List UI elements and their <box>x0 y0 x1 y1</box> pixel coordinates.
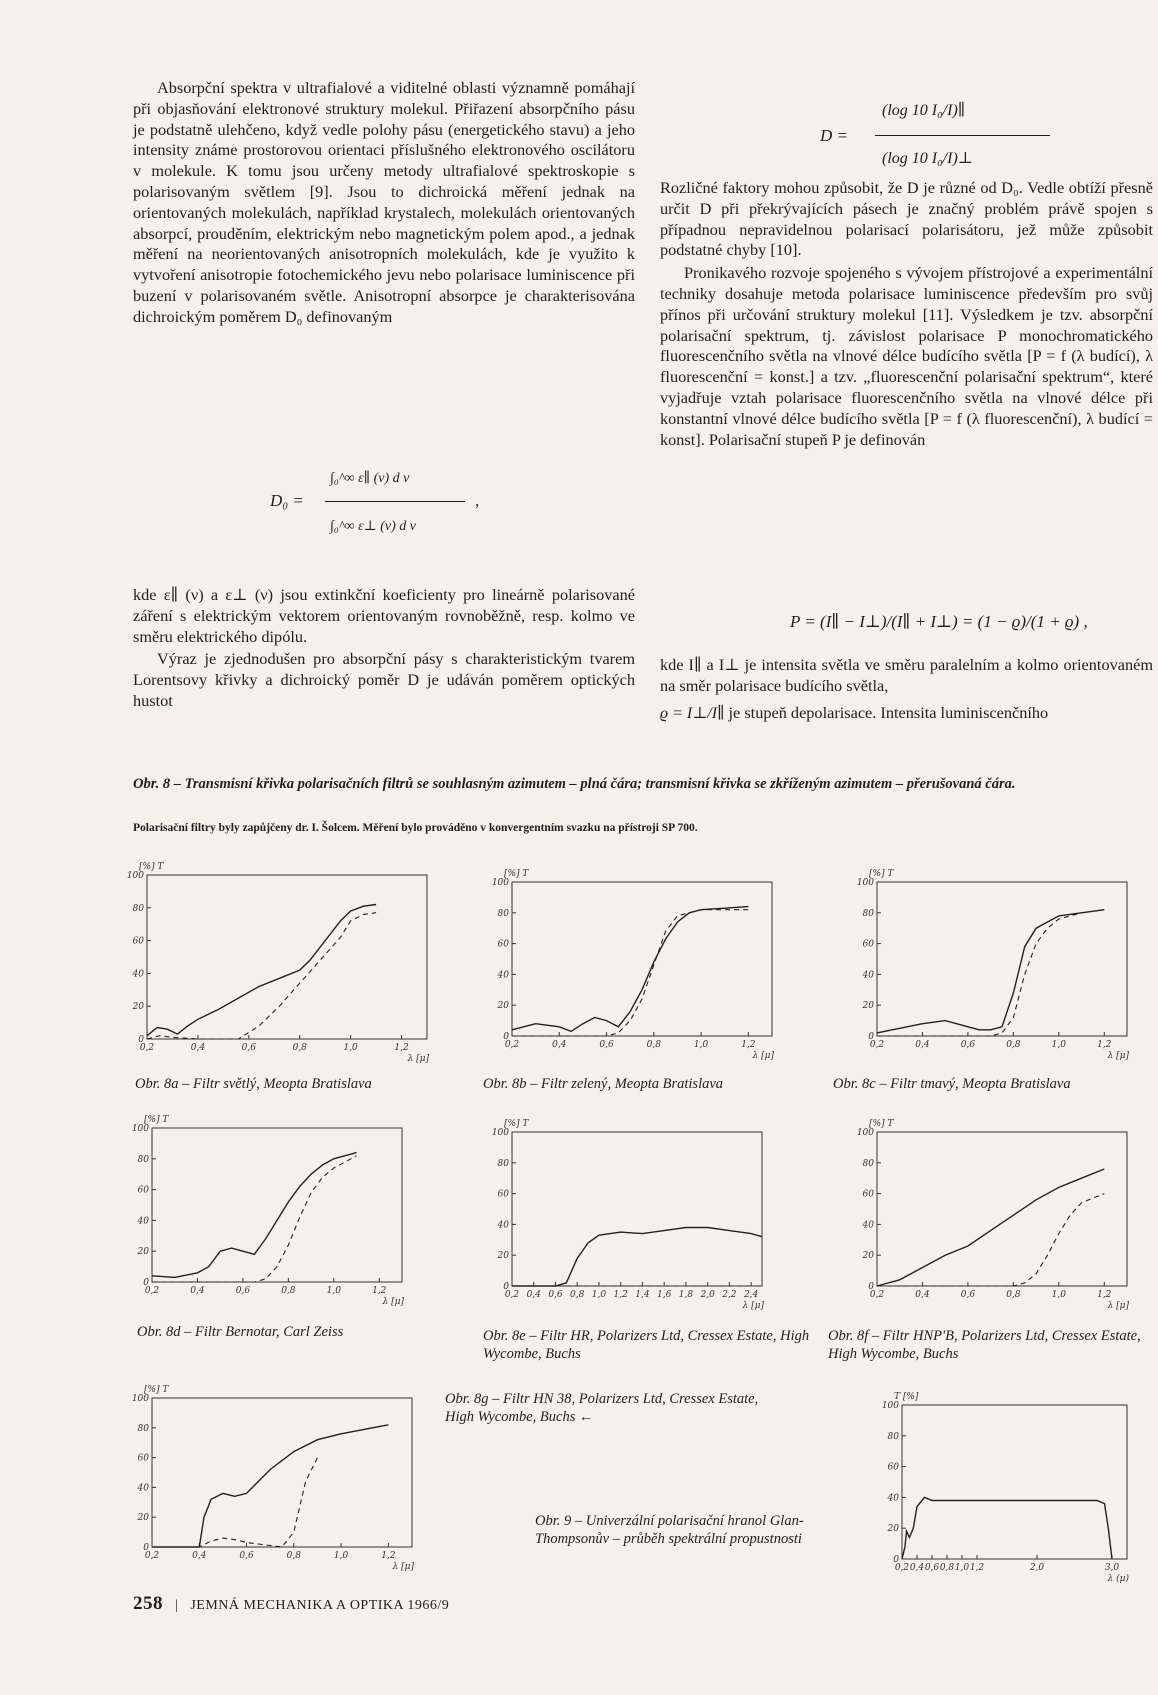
x-tick-label: 1,0 <box>1051 1290 1066 1300</box>
formula-D0-numerator: ∫₀^∞ ε∥ (ν) d ν <box>330 471 410 486</box>
series-line-dashed <box>152 1458 318 1547</box>
right-paragraph-2: Pronikavého rozvoje spojeného s vývojem přístrojové a experimentální techniky dosahuje metoda polarisace luminiscence především pro svůj přínos při určování struktury molekul [11]. Výsledkem je tzv. absorpční polarisační spektrum, tj. závislost polarisace P monochromatického fluorescenčního světla na vlnové délce budícího světla [P = f (λ budící), λ fluorescenční = konst.] a tzv. „fluorescenční polarisační spektrum“, které vyjadřuje vztah polarisace fluorescenčního světla na vlnové délce při konstantní vlnové délce budícího světla [P = f (λ fluorescenční), λ budící = konst]. Polarisační stupeň P je definován <box>660 263 1153 449</box>
x-tick-label: 1,2 <box>1097 1040 1112 1050</box>
x-tick-label: 2,0 <box>1029 1563 1045 1573</box>
formula-D0-denominator: ∫₀^∞ ε⊥ (ν) d ν <box>330 519 417 534</box>
chart-8f <box>855 1112 1155 1312</box>
x-tick-label: 0,2 <box>869 1040 885 1050</box>
x-tick-label: 1,0 <box>1051 1040 1066 1050</box>
left-paragraph-3: Výraz je zjednodušen pro absorpční pásy s charakteristickým tvarem Lorentsovy křivky a dichroický poměr D je udáván poměrem optických hustot <box>133 649 635 710</box>
y-tick-label: 20 <box>132 1002 144 1013</box>
x-tick-label: 0,4 <box>526 1290 541 1300</box>
y-tick-label: 60 <box>862 939 874 950</box>
x-axis-label: λ [μ] <box>392 1562 414 1572</box>
y-tick-label: 60 <box>137 1453 149 1464</box>
caption-8g <box>445 1390 775 1426</box>
y-tick-label: 100 <box>856 1128 874 1138</box>
left-column <box>133 78 635 328</box>
x-tick-label: 0,2 <box>504 1040 520 1050</box>
series-line-dashed <box>147 913 376 1039</box>
y-tick-label: 100 <box>491 878 509 888</box>
caption-8e: Obr. 8e – Filtr HR, Polarizers Ltd, Cressex Estate, High Wycombe, Buchs <box>483 1328 810 1362</box>
x-tick-label: 0,2 <box>144 1286 160 1296</box>
y-tick-label: 100 <box>131 1124 149 1134</box>
series-line-dashed <box>152 1156 357 1282</box>
left-paragraph-1: Absorpční spektra v ultrafialové a viditelné oblasti významně pomáhají při objasňování elektronové struktury molekul. Přiřazení absorpčního pásu je podstatně ulehčeno, když vedle polohy pásu (energetického stavu) a jeho intensity známe prostorovou orientaci příslušného elektronového oscilátoru v molekule. K tomu jsou určeny metody ultrafialové spektroskopie s polarisovaným světlem [9]. Jsou to dichroická měření jednak na orientovaných molekulách, například krystalech, molekulách orientovaných absorpcí, prouděním, elektrickým nebo magnetickým polem apod., a jednak měření na neorientovaných anisotropních molekulách, kde je využito k vytvoření anisotropie fotochemického jevu nebo polarisace luminiscence při buzení v polarisovaném světle. Anisotropní absorpce je charakterisována dichroickým poměrem D₀ definovaným <box>133 78 635 326</box>
x-tick-label: 0,2 <box>144 1551 160 1561</box>
x-tick-label: 0,4 <box>915 1040 930 1050</box>
formula-D <box>820 90 1080 180</box>
series-line-dashed <box>877 1194 1104 1286</box>
chart-frame <box>147 875 427 1039</box>
x-tick-label: 1,2 <box>372 1286 387 1296</box>
chart-8d <box>130 1108 430 1308</box>
right-column-lower <box>660 655 1153 724</box>
right-paragraph-3: kde I∥ a I⊥ je intensita světla ve směru paralelním a kolmo orientovaném na směr polarisace budícího světla, <box>660 655 1153 695</box>
x-tick-label: 1,6 <box>657 1290 672 1300</box>
chart-8c <box>855 862 1155 1062</box>
y-tick-label: 80 <box>137 1154 149 1165</box>
y-axis-label: [%] T <box>869 869 894 879</box>
footer-divider: | <box>175 1598 179 1613</box>
chart-9 <box>880 1385 1155 1585</box>
formula-P-text: P = (I∥ − I⊥)/(I∥ + I⊥) = (1 − ϱ)/(1 + ϱ) , <box>790 612 1088 631</box>
x-tick-label: 0,8 <box>646 1040 661 1050</box>
x-tick-label: 1,0 <box>954 1563 970 1573</box>
x-axis-label: λ [μ] <box>1107 1301 1129 1311</box>
x-tick-label: 1,2 <box>381 1551 396 1561</box>
y-tick-label: 60 <box>862 1189 874 1200</box>
x-tick-label: 0,2 <box>504 1290 520 1300</box>
x-tick-label: 0,4 <box>190 1043 206 1053</box>
y-tick-label: 40 <box>887 1493 899 1504</box>
x-axis-label: λ [μ] <box>752 1051 774 1061</box>
y-tick-label: 20 <box>862 1001 874 1012</box>
formula-D-lhs: D = <box>820 126 848 145</box>
x-tick-label: 3,0 <box>1104 1563 1120 1573</box>
series-line-dashed <box>512 910 748 1036</box>
x-tick-label: 0,4 <box>552 1040 567 1050</box>
formula-D0-comma: , <box>475 491 480 510</box>
y-tick-label: 40 <box>862 1220 874 1231</box>
y-axis-label: T [%] <box>894 1392 919 1402</box>
formula-D0-bar <box>325 501 465 502</box>
y-tick-label: 80 <box>497 908 509 919</box>
caption-8f: Obr. 8f – Filtr HNP'B, Polarizers Ltd, Cressex Estate, High Wycombe, Buchs <box>828 1328 1141 1362</box>
x-tick-label: 0,4 <box>909 1563 925 1573</box>
page-footer <box>133 1593 449 1615</box>
x-tick-label: 0,6 <box>599 1040 614 1050</box>
y-tick-label: 60 <box>497 939 509 950</box>
x-tick-label: 0,8 <box>292 1043 307 1053</box>
y-tick-label: 80 <box>862 908 874 919</box>
x-tick-label: 1,0 <box>333 1551 349 1561</box>
x-axis-label: λ [μ] <box>742 1301 764 1311</box>
page-number: 258 <box>133 1593 163 1614</box>
y-tick-label: 20 <box>862 1251 874 1262</box>
x-tick-label: 0,6 <box>235 1286 251 1296</box>
formula-D-numerator: (log 10 I₀/I)∥ <box>882 102 966 119</box>
x-tick-label: 1,0 <box>693 1040 709 1050</box>
series-line-dashed <box>877 910 1104 1036</box>
x-tick-label: 1,4 <box>635 1290 650 1300</box>
caption-8a: Obr. 8a – Filtr světlý, Meopta Bratislava <box>135 1076 372 1092</box>
y-tick-label: 40 <box>497 970 509 981</box>
x-tick-label: 0,6 <box>548 1290 563 1300</box>
caption-8c: Obr. 8c – Filtr tmavý, Meopta Bratislava <box>833 1076 1071 1092</box>
caption-8g-text: Obr. 8g – Filtr HN 38, Polarizers Ltd, Cressex Estate, High Wycombe, Buchs <box>445 1391 759 1425</box>
x-tick-label: 2,0 <box>700 1290 715 1300</box>
x-tick-label: 0,8 <box>939 1563 955 1573</box>
x-tick-label: 0,8 <box>570 1290 585 1300</box>
y-tick-label: 40 <box>497 1220 509 1231</box>
y-tick-label: 0 <box>143 1543 149 1553</box>
y-axis-label: [%] T <box>139 862 164 872</box>
left-paragraph-2: kde ε∥ (ν) a ε⊥ (ν) jsou extinkční koeficienty pro lineárně polarisované záření s elektrickým vektorem orientovaným rovnoběžně, resp. kolmo ve směru elektrického dipólu. <box>133 585 635 646</box>
x-tick-label: 1,0 <box>326 1286 341 1296</box>
y-axis-label: [%] T <box>504 869 529 879</box>
y-tick-label: 0 <box>868 1032 874 1042</box>
x-tick-label: 2,2 <box>722 1290 737 1300</box>
series-line-solid <box>877 910 1104 1033</box>
y-tick-label: 100 <box>881 1401 899 1411</box>
chart-8g <box>130 1378 440 1573</box>
rho-formula: ϱ = I⊥/I∥ <box>660 704 725 722</box>
figure-8-caption-text: Obr. 8 – Transmisní křivka polarisačních filtrů se souhlasným azimutem – plná čára; transmisní křivka se zkříženým azimutem – přerušovaná čára. <box>133 776 1016 792</box>
x-tick-label: 0,4 <box>190 1286 205 1296</box>
series-line-solid <box>512 907 748 1032</box>
x-tick-label: 1,8 <box>678 1290 694 1300</box>
chart-frame <box>877 1132 1127 1286</box>
y-tick-label: 20 <box>497 1251 509 1262</box>
caption-8d: Obr. 8d – Filtr Bernotar, Carl Zeiss <box>137 1324 344 1340</box>
x-tick-label: 0,8 <box>281 1286 296 1296</box>
right-paragraph-4-text: je stupeň depolarisace. Intensita luminiscenčního <box>728 702 1049 722</box>
journal-name: JEMNÁ MECHANIKA A OPTIKA 1966/9 <box>190 1598 450 1613</box>
x-tick-label: 1,0 <box>591 1290 607 1300</box>
y-tick-label: 100 <box>126 871 144 881</box>
formula-P <box>790 612 1150 632</box>
formula-D0 <box>270 460 510 548</box>
right-paragraph-1: Rozličné faktory mohou způsobit, že D je různé od D₀. Vedle obtíží přesně určit D při překrývajících pásech je značný problém právě spojen s případnou nepravidelnou polarisací polarisátoru, jež může způsobit podstatné chyby [10]. <box>660 178 1153 260</box>
x-tick-label: 1,2 <box>394 1043 409 1053</box>
chart-frame <box>512 1132 762 1286</box>
x-tick-label: 0,2 <box>139 1043 155 1053</box>
x-tick-label: 0,2 <box>869 1290 885 1300</box>
chart-frame <box>152 1128 402 1282</box>
x-tick-label: 1,2 <box>969 1563 985 1573</box>
x-tick-label: 0,6 <box>239 1551 254 1561</box>
series-line-solid <box>152 1425 388 1547</box>
y-tick-label: 80 <box>862 1158 874 1169</box>
y-tick-label: 40 <box>137 1216 149 1227</box>
chart-8a <box>125 855 455 1065</box>
chart-frame <box>512 882 772 1036</box>
x-axis-label: λ [μ] <box>1107 1051 1129 1061</box>
y-tick-label: 0 <box>503 1032 509 1042</box>
series-line-solid <box>902 1497 1112 1559</box>
y-tick-label: 60 <box>132 936 144 947</box>
chart-frame <box>877 882 1127 1036</box>
y-tick-label: 20 <box>137 1247 149 1258</box>
y-tick-label: 0 <box>893 1555 899 1565</box>
series-line-solid <box>512 1228 762 1287</box>
chart-frame <box>902 1405 1127 1559</box>
caption-8g-arrow: ← <box>578 1409 594 1425</box>
chart-frame <box>152 1398 412 1547</box>
series-line-solid <box>152 1153 357 1278</box>
x-tick-label: 0,8 <box>286 1551 301 1561</box>
x-tick-label: 1,0 <box>343 1043 358 1053</box>
y-axis-label: [%] T <box>869 1119 894 1129</box>
caption-9: Obr. 9 – Univerzální polarisační hranol Glan-Thompsonův – průběh spektrální propustnosti <box>535 1513 804 1547</box>
x-tick-label: 0,6 <box>960 1290 976 1300</box>
x-tick-label: 0,8 <box>1006 1290 1021 1300</box>
x-tick-label: 1,2 <box>741 1040 756 1050</box>
x-axis-label: λ (μ) <box>1107 1574 1129 1584</box>
y-tick-label: 60 <box>137 1185 149 1196</box>
y-tick-label: 60 <box>497 1189 509 1200</box>
chart-8e <box>490 1112 790 1312</box>
y-axis-label: [%] T <box>144 1115 169 1125</box>
right-column <box>660 178 1153 450</box>
x-tick-label: 2,4 <box>743 1290 759 1300</box>
y-tick-label: 20 <box>137 1513 149 1524</box>
y-tick-label: 0 <box>138 1035 144 1045</box>
formula-D-denominator: (log 10 I₀/I)⊥ <box>882 150 973 167</box>
x-tick-label: 0,6 <box>960 1040 976 1050</box>
y-tick-label: 80 <box>497 1158 509 1169</box>
figure-8-caption <box>133 775 1145 793</box>
y-tick-label: 100 <box>131 1394 149 1404</box>
x-tick-label: 0,4 <box>915 1290 930 1300</box>
y-tick-label: 0 <box>503 1282 509 1292</box>
figure-8-note <box>133 822 1133 834</box>
y-tick-label: 100 <box>856 878 874 888</box>
y-tick-label: 40 <box>862 970 874 981</box>
formula-D0-lhs: D₀ = <box>270 491 304 510</box>
y-tick-label: 40 <box>137 1483 149 1494</box>
x-tick-label: 0,2 <box>894 1563 910 1573</box>
x-axis-label: λ [μ] <box>407 1054 429 1064</box>
x-tick-label: 0,8 <box>1006 1040 1021 1050</box>
formula-D-bar <box>875 135 1050 136</box>
x-axis-label: λ [μ] <box>382 1297 404 1307</box>
y-tick-label: 60 <box>887 1462 899 1473</box>
y-tick-label: 80 <box>887 1431 899 1442</box>
chart-8b <box>490 862 800 1062</box>
figure-8-note-text: Polarisační filtry byly zapůjčeny dr. I. Šolcem. Měření bylo prováděno v konvergentním svazku na přístroji SP 700. <box>133 822 698 834</box>
x-tick-label: 1,2 <box>613 1290 628 1300</box>
y-tick-label: 40 <box>132 969 144 980</box>
y-axis-label: [%] T <box>144 1385 169 1395</box>
x-tick-label: 0,6 <box>241 1043 256 1053</box>
y-tick-label: 20 <box>497 1001 509 1012</box>
y-tick-label: 20 <box>887 1524 899 1535</box>
y-tick-label: 100 <box>491 1128 509 1138</box>
x-tick-label: 0,4 <box>192 1551 207 1561</box>
y-tick-label: 0 <box>868 1282 874 1292</box>
series-line-solid <box>147 905 376 1036</box>
caption-8b: Obr. 8b – Filtr zelený, Meopta Bratislava <box>483 1076 724 1092</box>
y-tick-label: 80 <box>137 1423 149 1434</box>
x-tick-label: 1,2 <box>1097 1290 1112 1300</box>
x-tick-label: 0,6 <box>924 1563 940 1573</box>
right-paragraph-4 <box>660 703 1153 725</box>
y-tick-label: 0 <box>143 1278 149 1288</box>
series-line-solid <box>877 1169 1104 1286</box>
y-axis-label: [%] T <box>504 1119 529 1129</box>
left-column-lower <box>133 585 635 712</box>
y-tick-label: 80 <box>132 903 144 914</box>
